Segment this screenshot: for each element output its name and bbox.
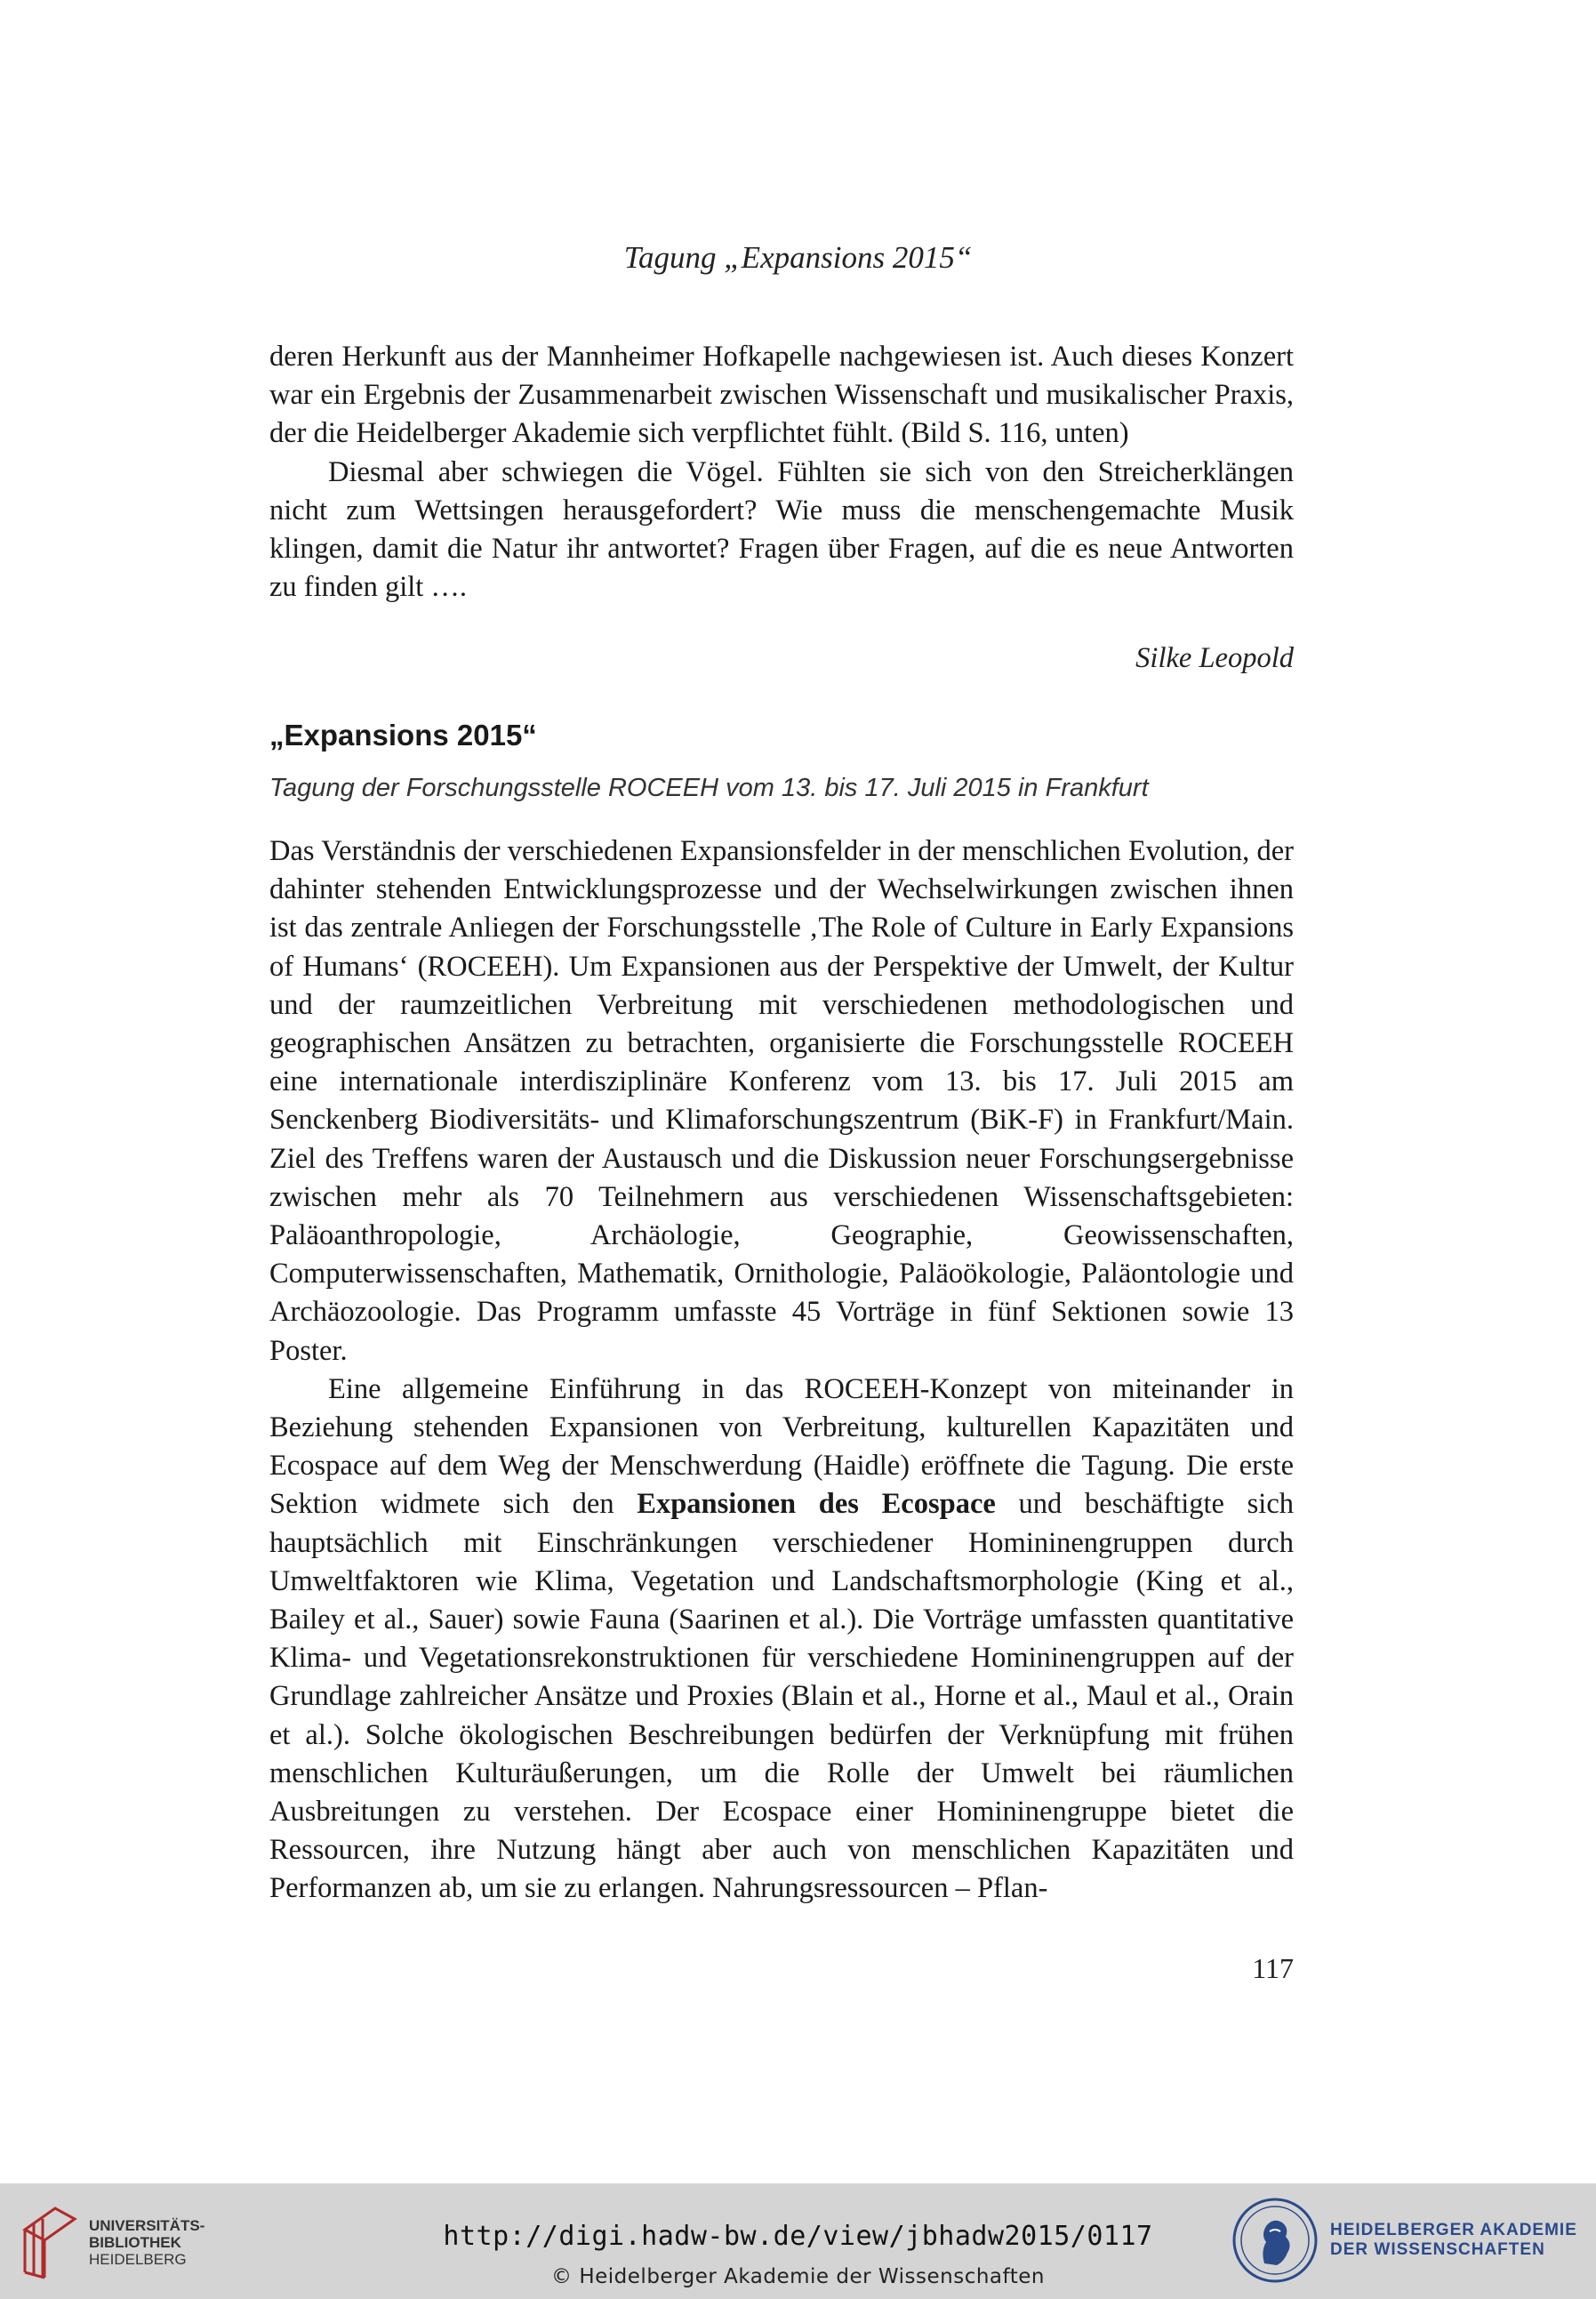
text-run: Eine allgemeine Einführung in das ROCEEH-Konzept von miteinander in Beziehung stehenden Expansionen von Verbreitung, kulturellen Kapazitäten und Ecospace auf dem Weg der Menschwerdung (Haidle) eröffnete die Tagung. Die erste Sektion widmete sich den bbox=[269, 1372, 1294, 1521]
ub-name-line: BIBLIOTHEK bbox=[89, 2234, 181, 2251]
academy-name bbox=[1330, 2221, 1577, 2260]
page-number: 117 bbox=[1252, 1952, 1294, 1984]
section-title: „Expansions 2015“ bbox=[269, 719, 537, 752]
report-text-block bbox=[269, 832, 1294, 1909]
text-run: und beschäftigte sich hauptsächlich mit Einschränkungen verschiedener Homininengruppen durch Umweltfaktoren wie Klima, Vegetation und Landschaftsmorphologie (King et al., Bailey et al., Sauer) sowie Fauna (Saarinen et al.). Die Vorträge umfassten quantitative Klima- und Vegetationsrekonstruktionen für verschiedene Homininengruppen auf der Grundlage zahlreicher Ansätze und Proxies (Blain et al., Horne et al., Maul et al., Orain et al.). Solche ökologischen Beschreibungen bedürfen der Verknüpfung mit frühen menschlichen Kulturäußerungen, um die Rolle der Umwelt bei räumlichen Ausbreitungen zu verstehen. Der Ecospace einer Homininengruppe bietet die Ressourcen, ihre Nutzung hängt aber auch von menschlichen Kapazitäten und Performanzen ab, um sie zu erlangen. Nahrungsressourcen – Pflan- bbox=[269, 1488, 1294, 1905]
paragraph: Diesmal aber schwiegen die Vögel. Fühlten sie sich von den Streicherklängen nicht zum Wettsingen herausgefordert? Wie muss die menschengemachte Musik klingen, damit die Natur ihr antwortet? Fragen über Fragen, auf die es neue Antworten zu finden gilt …. bbox=[269, 455, 1294, 604]
academy-seal-icon bbox=[1231, 2196, 1319, 2285]
emphasis-text: Expansionen des Ecospace bbox=[637, 1488, 996, 1521]
ub-name-line: HEIDELBERG bbox=[89, 2251, 187, 2268]
author-signature: Silke Leopold bbox=[1135, 642, 1294, 674]
running-head: Tagung „Expansions 2015“ bbox=[623, 240, 973, 275]
copyright-notice: © Heidelberger Akademie der Wissenschaften bbox=[551, 2265, 1045, 2288]
intro-text-block bbox=[269, 338, 1294, 607]
paragraph: deren Herkunft aus der Mannheimer Hofkapelle nachgewiesen ist. Auch dieses Konzert war ein Ergebnis der Zusammenarbeit zwischen Wissenschaft und musikalischer Praxis, der die Heidelberger Akademie sich verpflichtet fühlt. (Bild S. 116, unten) bbox=[269, 341, 1294, 450]
paragraph: Das Verständnis der verschiedenen Expansionsfelder in der menschlichen Evolution, der dahinter stehenden Entwicklungsprozesse und der Wechselwirkungen zwischen ihnen ist das zentrale Anliegen der Forschungsstelle ‚The Role of Culture in Early Expansions of Humans‘ (ROCEEH). Um Expansionen aus der Perspektive der Umwelt, der Kultur und der raumzeitlichen Verbreitung mit verschiedenen methodologischen und geographischen Ansätzen zu betrachten, organisierte die Forschungsstelle ROCEEH eine internationale interdisziplinäre Konferenz vom 13. bis 17. Juli 2015 am Senckenberg Biodiversitäts- und Klimaforschungszentrum (BiK-F) in Frankfurt/Main. Ziel des Treffens waren der Austausch und die Diskussion neuer Forschungsergebnisse zwischen mehr als 70 Teilnehmern aus verschiedenen Wissenschaftsgebieten: Paläoanthropologie, Archäologie, Geographie, Geowissenschaften, Computerwissenschaften, Mathematik, Ornithologie, Paläoökologie, Paläontologie und Archäozoologie. Das Programm umfasste 45 Vorträge in fünf Sektionen sowie 13 Poster. bbox=[269, 835, 1294, 1367]
academy-name-line: DER WISSENSCHAFTEN bbox=[1330, 2240, 1545, 2259]
ub-name-line: UNIVERSITÄTS- bbox=[89, 2217, 205, 2234]
permalink-url[interactable]: http://digi.hadw-bw.de/view/jbhadw2015/0117 bbox=[443, 2221, 1153, 2252]
academy-name-line: HEIDELBERGER AKADEMIE bbox=[1330, 2221, 1577, 2239]
paragraph bbox=[269, 1371, 1294, 1909]
footer-bar bbox=[0, 2183, 1596, 2299]
section-subtitle: Tagung der Forschungsstelle ROCEEH vom 13. bis 17. Juli 2015 in Frankfurt bbox=[269, 774, 1149, 802]
